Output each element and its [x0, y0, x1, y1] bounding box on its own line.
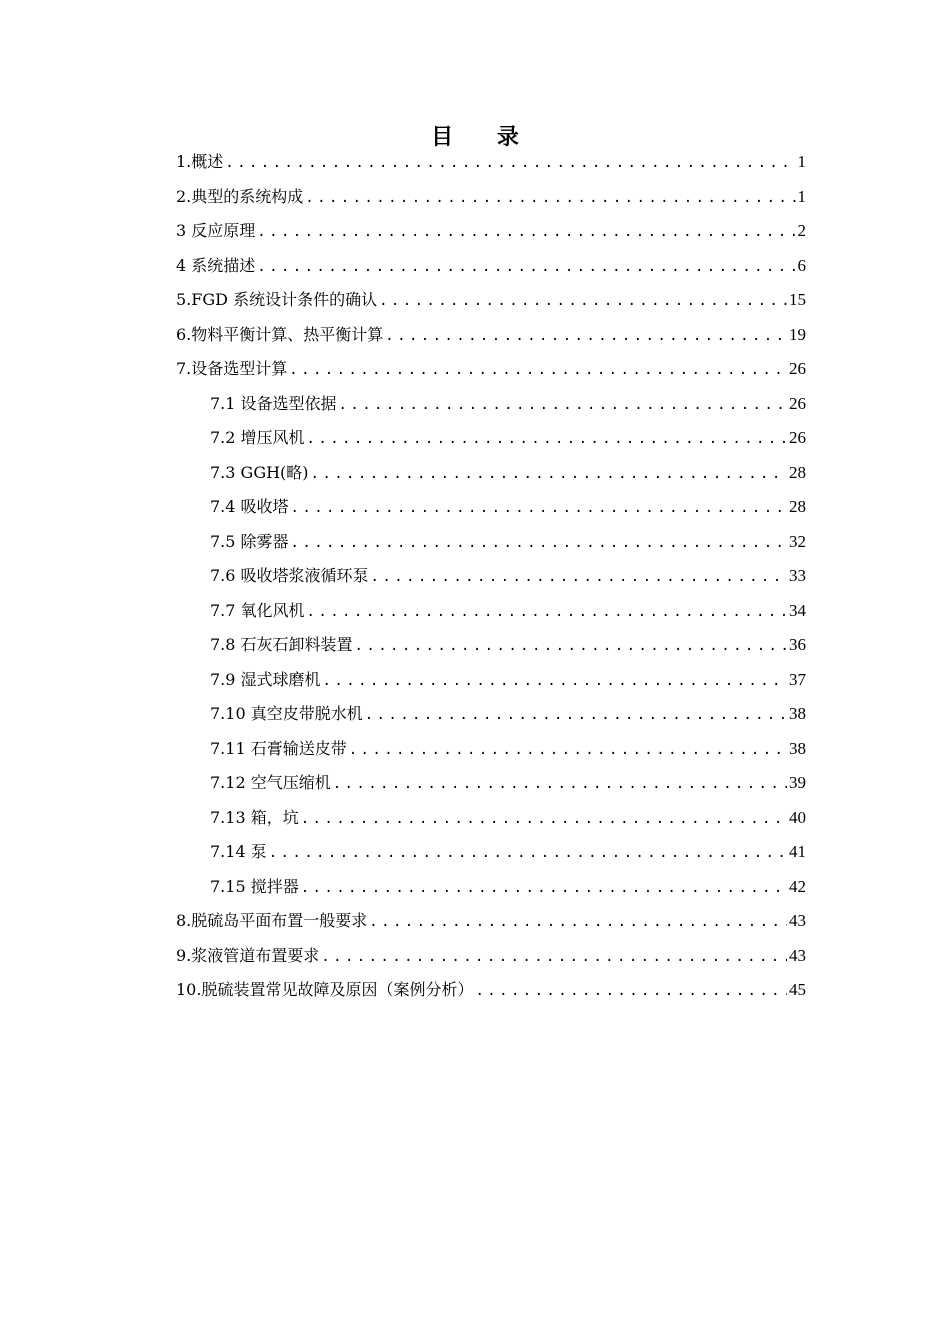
toc-entry[interactable]: [176, 973, 806, 1008]
toc-dot-leader: [289, 353, 787, 388]
toc-entry[interactable]: [176, 594, 806, 629]
toc-entry[interactable]: [176, 249, 806, 284]
toc-dot-leader: [385, 319, 787, 354]
toc-entry-page-number: 32: [789, 531, 806, 551]
toc-entry-label: 7.12 空气压缩机: [210, 773, 331, 792]
toc-dot-leader: [257, 215, 795, 250]
toc-entry-label: 3 反应原理: [176, 221, 256, 240]
toc-dot-leader: [323, 664, 787, 699]
toc-entry-label: 2.典型的系统构成: [176, 186, 304, 206]
toc-entry-page-number: 2: [797, 221, 806, 240]
toc-entry[interactable]: [176, 697, 806, 732]
toc-entry-label: 7.8 石灰石卸料装置: [210, 635, 353, 654]
toc-entry[interactable]: [176, 628, 806, 663]
toc-entry-page-number: 43: [789, 911, 806, 930]
toc-entry-label: 4 系统描述: [176, 255, 256, 275]
toc-entry-page-number: 26: [789, 428, 806, 447]
toc-entry[interactable]: [176, 939, 806, 974]
toc-entry-page-number: 33: [789, 566, 806, 585]
toc-dot-leader: [305, 181, 795, 216]
toc-entry[interactable]: [176, 870, 806, 905]
toc-entry-page-number: 15: [789, 290, 806, 309]
toc-entry-page-number: 42: [789, 876, 806, 896]
toc-dot-leader: [257, 250, 795, 285]
toc-dot-leader: [379, 284, 787, 319]
toc-entry-page-number: 38: [789, 704, 806, 723]
toc-entry-label: 7.2 增压风机: [210, 428, 305, 447]
toc-entry[interactable]: [176, 904, 806, 939]
toc-entry[interactable]: [176, 766, 806, 801]
toc-entry-page-number: 28: [789, 497, 806, 516]
toc-dot-leader: [225, 146, 795, 181]
toc-entry-label: 9.浆液管道布置要求: [176, 945, 320, 965]
toc-dot-leader: [475, 974, 787, 1009]
toc-entry-page-number: 1: [797, 186, 806, 206]
toc-entry-label: 7.5 除雾器: [210, 531, 289, 551]
toc-entry-label: 7.15 搅拌器: [210, 876, 299, 896]
toc-entry-label: 7.11 石膏输送皮带: [210, 738, 347, 758]
toc-entry-page-number: 36: [789, 635, 806, 654]
toc-entry-label: 7.设备选型计算: [176, 359, 288, 378]
toc-dot-leader: [349, 733, 787, 768]
toc-entry-label: 8.脱硫岛平面布置一般要求: [176, 911, 368, 930]
toc-dot-leader: [365, 698, 787, 733]
toc-dot-leader: [291, 491, 787, 526]
toc-entry-page-number: 19: [789, 324, 806, 344]
toc-dot-leader: [307, 595, 787, 630]
toc-entry-label: 5.FGD 系统设计条件的确认: [176, 290, 378, 309]
toc-entry-label: 7.14 泵: [210, 842, 267, 861]
toc-dot-leader: [269, 836, 787, 871]
toc-dot-leader: [301, 802, 787, 837]
toc-entry-page-number: 6: [797, 255, 806, 275]
toc-entry[interactable]: [176, 145, 806, 180]
toc-dot-leader: [333, 767, 787, 802]
toc-title: 目 录: [431, 124, 537, 150]
toc-entry[interactable]: [176, 318, 806, 353]
toc-entry-page-number: 40: [789, 807, 806, 827]
toc-entry-label: 7.6 吸收塔浆液循环泵: [210, 566, 369, 585]
toc-entry[interactable]: [176, 559, 806, 594]
toc-entry-page-number: 28: [789, 462, 806, 482]
toc-entry-label: 10.脱硫装置常见故障及原因（案例分析）: [176, 980, 474, 999]
toc-entry-page-number: 38: [789, 738, 806, 758]
toc-entry[interactable]: [176, 387, 806, 422]
toc-entry[interactable]: [176, 663, 806, 698]
toc-dot-leader: [371, 560, 787, 595]
toc-dot-leader: [321, 940, 787, 975]
toc-entry-page-number: 45: [789, 980, 806, 999]
toc-entry[interactable]: [176, 421, 806, 456]
toc-entry[interactable]: [176, 732, 806, 767]
toc-entry[interactable]: [176, 525, 806, 560]
toc-entry-label: 7.9 湿式球磨机: [210, 669, 321, 689]
toc-dot-leader: [301, 871, 787, 906]
toc-entry[interactable]: [176, 180, 806, 215]
toc-entry-page-number: 43: [789, 945, 806, 965]
toc-entry-label: 7.4 吸收塔: [210, 497, 289, 516]
toc-entry-label: 7.10 真空皮带脱水机: [210, 704, 363, 723]
toc-entry-label: 7.13 箱，坑: [210, 807, 299, 827]
toc-entry-page-number: 41: [789, 842, 806, 861]
toc-entry[interactable]: [176, 490, 806, 525]
toc-entry-page-number: 26: [789, 359, 806, 378]
toc-entry-label: 7.1 设备选型依据: [210, 393, 337, 413]
toc-dot-leader: [311, 457, 787, 492]
toc-entry[interactable]: [176, 352, 806, 387]
toc-entry[interactable]: [176, 801, 806, 836]
toc-entry-page-number: 39: [789, 773, 806, 792]
toc-entry-label: 6.物料平衡计算、热平衡计算: [176, 324, 384, 344]
toc-entry[interactable]: [176, 835, 806, 870]
toc-entry-page-number: 34: [789, 600, 806, 620]
toc-entry[interactable]: [176, 283, 806, 318]
toc-entry-page-number: 26: [789, 393, 806, 413]
toc-entry-page-number: 1: [797, 152, 806, 171]
toc-entry-label: 7.7 氧化风机: [210, 600, 305, 620]
toc-entry-label: 7.3 GGH(略): [210, 462, 309, 482]
toc-entry[interactable]: [176, 456, 806, 491]
toc-entry[interactable]: [176, 214, 806, 249]
toc-dot-leader: [369, 905, 787, 940]
toc-dot-leader: [307, 422, 787, 457]
toc-dot-leader: [291, 526, 787, 561]
toc-entry-label: 1.概述: [176, 152, 224, 171]
toc-dot-leader: [355, 629, 787, 664]
toc-dot-leader: [339, 388, 787, 423]
toc-list: [176, 145, 806, 1008]
toc-entry-page-number: 37: [789, 669, 806, 689]
